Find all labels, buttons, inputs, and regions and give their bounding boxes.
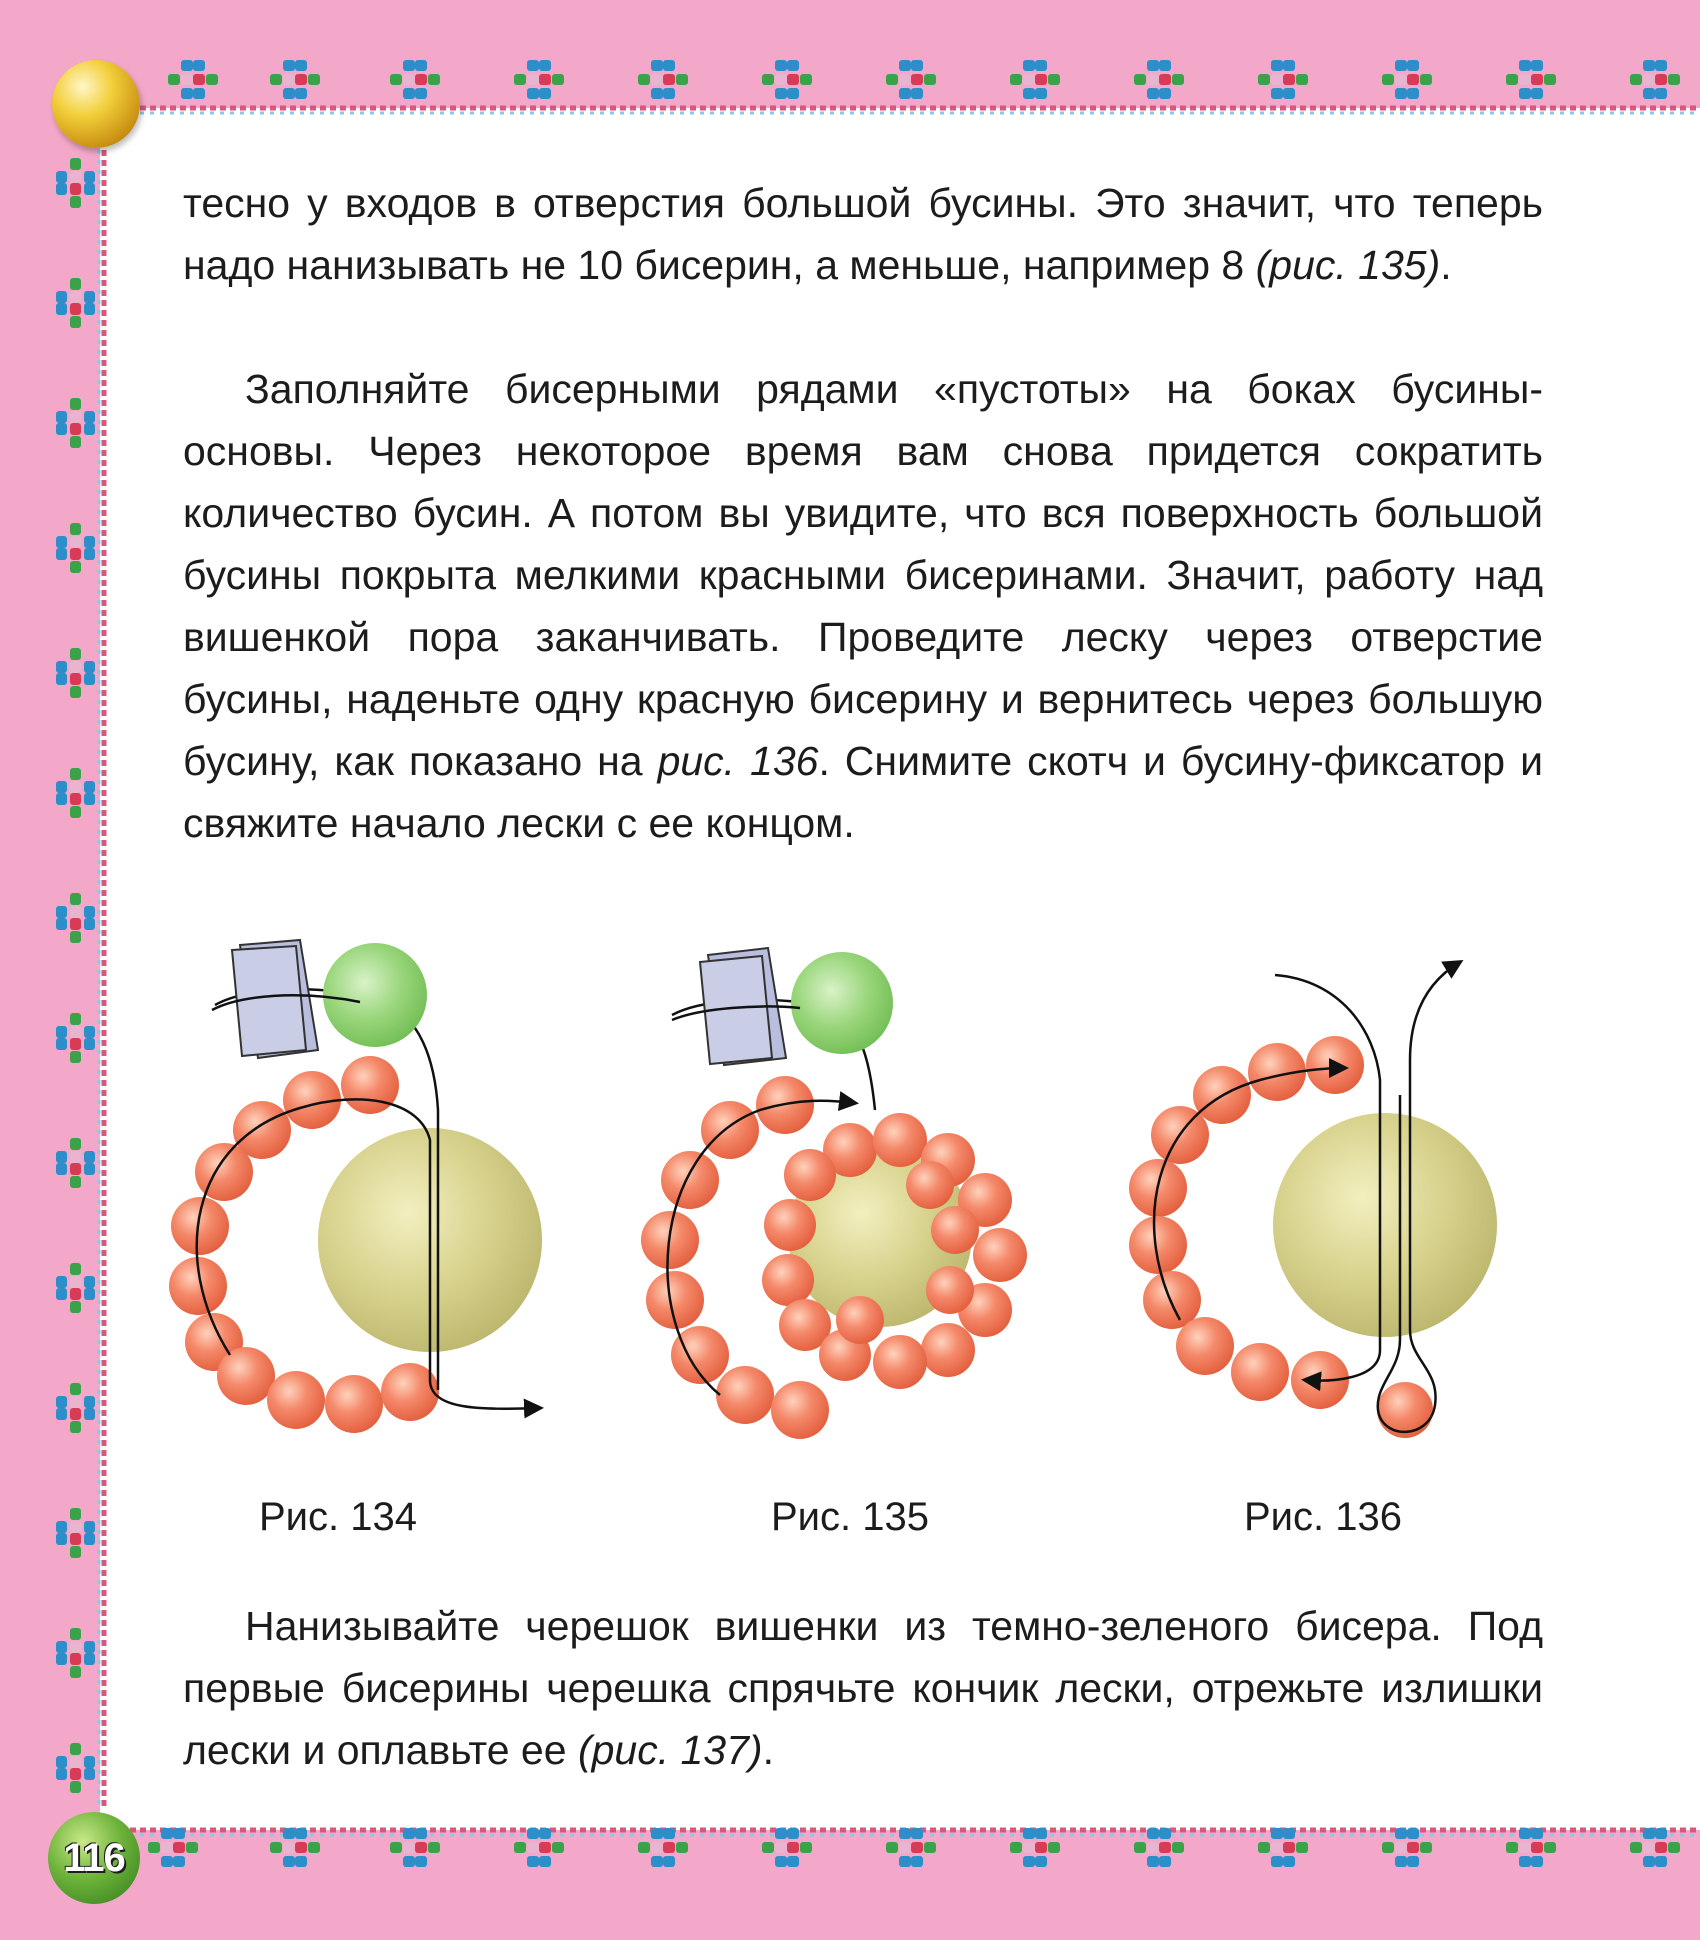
paragraph-1-text: тесно у входов в отверстия большой бусины. Это значит, что теперь надо нанизывать не 10 бисерин, а меньше, например 8: [183, 180, 1543, 288]
caption-fig-134: Рис. 134: [259, 1495, 417, 1539]
figure-136: [1129, 962, 1497, 1438]
figure-135: [641, 948, 1027, 1439]
paragraph-1-tail: .: [1440, 242, 1452, 288]
caption-fig-135: Рис. 135: [771, 1495, 929, 1539]
paragraph-3: [183, 1595, 1543, 1781]
figure-ref-136: рис. 136: [657, 738, 819, 784]
green-fixing-bead: [791, 952, 893, 1054]
page-number: 116: [48, 1812, 140, 1904]
figure-ref-137: (рис. 137): [577, 1727, 763, 1773]
caption-fig-136: Рис. 136: [1244, 1495, 1402, 1539]
figure-134: [169, 940, 542, 1433]
paragraph-3-tail: .: [762, 1727, 774, 1773]
paragraph-2-text: Заполняйте бисерными рядами «пустоты» на боках бусины-основы. Через некоторое время вам снова придется сократить количество бусин. А потом вы увидите, что вся поверхность большой бусины покрыта мелкими красными бисеринами. Значит, работу над вишенкой пора заканчивать. Проведите леску через отверстие бусины, наденьте одну красную бисерину и вернитесь через большую бусину, как показано на: [183, 366, 1543, 784]
paragraph-3-text: Нанизывайте черешок вишенки из темно-зеленого бисера. Под первые бисерины черешка спрячьте кончик лески, отрежьте излишки лески и оплавьте ее: [183, 1603, 1543, 1773]
green-fixing-bead: [323, 943, 427, 1047]
paragraph-2-tail: . Снимите скотч и бусину-фиксатор и свяжите начало лески с ее концом.: [183, 738, 1543, 846]
end-bead: [1377, 1382, 1433, 1438]
core-bead: [1273, 1113, 1497, 1337]
figure-ref-135: (рис. 135): [1255, 242, 1441, 288]
